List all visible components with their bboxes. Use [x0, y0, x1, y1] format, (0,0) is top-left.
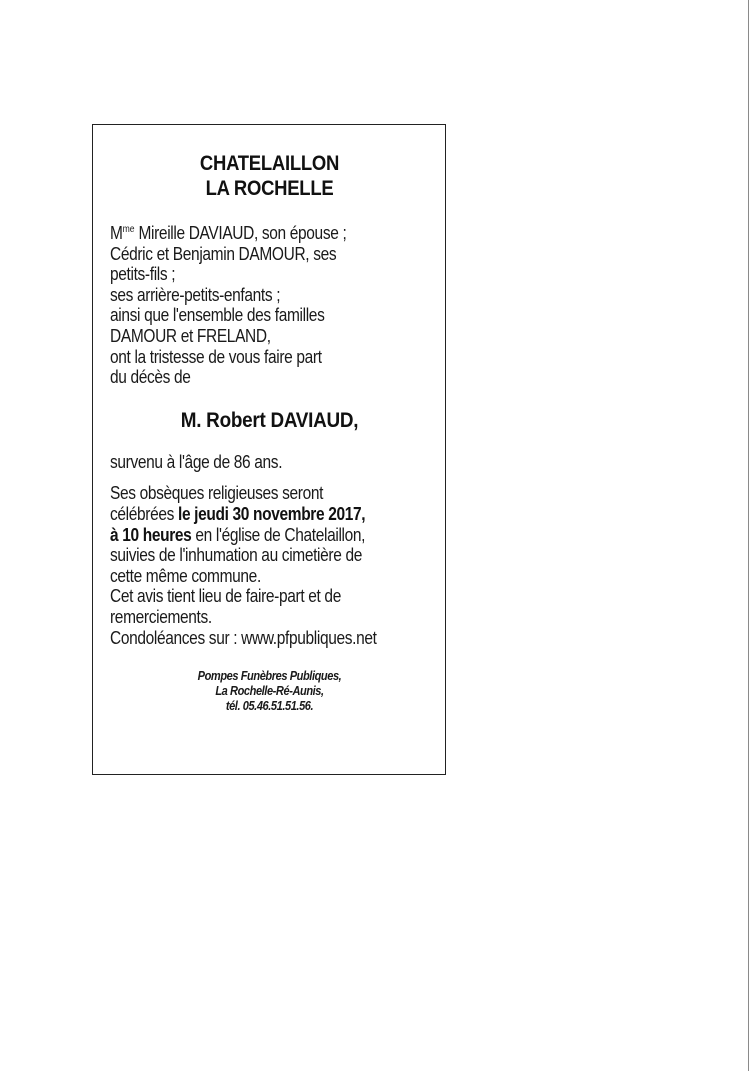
funeral-line: Cet avis tient lieu de faire-part et de — [110, 586, 341, 607]
funeral-home-phone: tél. 05.46.51.51.56. — [225, 698, 314, 714]
notice-location-title — [129, 151, 410, 201]
announcement-line: ses arrière-petits-enfants ; — [110, 284, 281, 305]
announcement-line: petits-fils ; — [110, 264, 176, 285]
deceased-name: M. Robert DAVIAUD, — [180, 408, 359, 432]
funeral-line: remerciements. — [110, 606, 212, 627]
announcement-line: ont la tristesse de vous faire part — [110, 346, 322, 367]
funeral-home-credit — [110, 668, 429, 713]
obituary-notice — [92, 124, 446, 775]
age-statement — [110, 452, 429, 473]
age-line: survenu à l'âge de 86 ans. — [110, 451, 283, 472]
page-edge-rule — [748, 0, 749, 1071]
announcement-line: ainsi que l'ensemble des familles — [110, 305, 325, 326]
funeral-date: le jeudi 30 novembre 2017, — [177, 503, 366, 524]
funeral-line: Ses obsèques religieuses seront — [110, 483, 324, 504]
funeral-home-location: La Rochelle-Ré-Aunis, — [215, 683, 324, 699]
funeral-home-name: Pompes Funèbres Publiques, — [197, 668, 342, 684]
funeral-line: à 10 heures en l'église de Chatelaillon, — [110, 524, 366, 545]
family-announcement — [110, 220, 429, 388]
funeral-line: célébrées le jeudi 30 novembre 2017, — [110, 503, 366, 524]
funeral-line: suivies de l'inhumation au cimetière de — [110, 545, 362, 566]
funeral-time: à 10 heures — [110, 524, 192, 545]
announcement-line: du décès de — [110, 367, 191, 388]
condolences-line: Condoléances sur : www.pfpubliques.net — [110, 627, 377, 648]
funeral-details — [110, 483, 429, 648]
announcement-line: Cédric et Benjamin DAMOUR, ses — [110, 243, 337, 264]
announcement-line: $M^{me}$ Mireille DAVIAUD, son épouse ; — [110, 223, 347, 243]
location-line: LA ROCHELLE — [205, 177, 334, 200]
announcement-line: DAMOUR et FRELAND, — [110, 325, 271, 346]
funeral-line: cette même commune. — [110, 565, 261, 586]
title-abbrev-superscript: me — [122, 224, 135, 235]
location-line: CHATELAILLON — [199, 152, 340, 175]
